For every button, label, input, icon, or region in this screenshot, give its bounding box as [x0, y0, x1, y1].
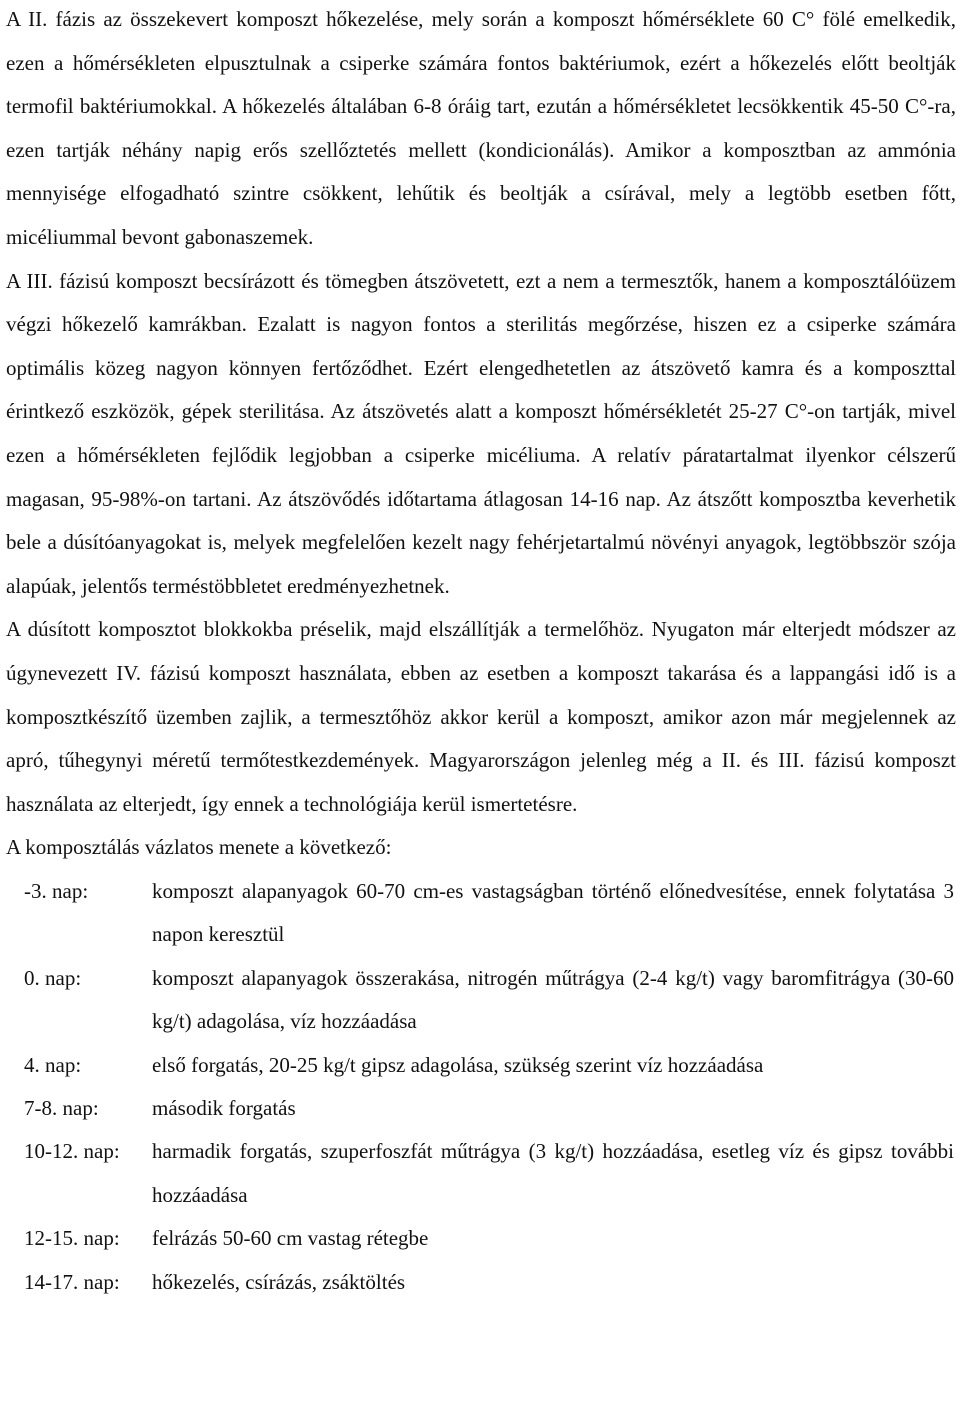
schedule-task: első forgatás, 20-25 kg/t gipsz adagolása, szükség szerint víz hozzáadása — [152, 1052, 764, 1077]
schedule-task: harmadik forgatás, szuperfoszfát műtrágya (3 kg/t) hozzáadása, esetleg víz és gipsz további hozzáadása — [152, 1139, 954, 1207]
schedule-day: 0. nap: — [24, 965, 82, 990]
paragraph-phase-four: A dúsított komposztot blokkokba préselik, majd elszállítják a termelőhöz. Nyugaton már elterjedt módszer az úgynevezett IV. fázisú komposzt használata, ebben az esetben a komposzt takarása és a lappangási idő is a komposztkészítő üzemben zajlik, a termesztőhöz akkor kerül a komposzt, amikor azon már megjelennek az apró, tűhegynyi méretű termőtestkezdemények. Magyarországon jelenleg még a II. és III. fázisú komposzt használata az elterjedt, így ennek a technológiája kerül ismertetésre. — [6, 617, 956, 816]
schedule-row — [6, 957, 956, 1044]
schedule-day: 7-8. nap: — [24, 1095, 99, 1120]
paragraph-phase-two: A II. fázis az összekevert komposzt hőkezelése, mely során a komposzt hőmérséklete 60 C° fölé emelkedik, ezen a hőmérsékleten elpusztulnak a csiperke számára fontos baktériumok, ezért a hőkezelés előtt beoltják termofil baktériumokkal. A hőkezelés általában 6-8 óráig tart, ezután a hőmérsékletet lecsökkentik 45-50 C°-ra, ezen tartják néhány napig erős szellőztetés mellett (kondicionálás). Amikor a komposztban az ammónia mennyisége elfogadható szintre csökkent, lehűtik és beoltják a csírával, mely a legtöbb esetben főtt, micéliummal bevont gabonaszemek. — [6, 7, 956, 249]
schedule-task: második forgatás — [152, 1095, 296, 1120]
schedule-task: komposzt alapanyagok 60-70 cm-es vastagságban történő előnedvesítése, ennek folytatása 3 napon keresztül — [152, 878, 954, 947]
document-page — [6, 0, 956, 1304]
schedule-row — [6, 1217, 956, 1260]
schedule-day: 12-15. nap: — [24, 1226, 120, 1251]
schedule-day: 4. nap: — [24, 1052, 82, 1077]
composting-schedule — [6, 870, 956, 1304]
schedule-row — [6, 870, 956, 957]
schedule-task: hőkezelés, csírázás, zsáktöltés — [152, 1269, 406, 1294]
schedule-task: komposzt alapanyagok összerakása, nitrogén műtrágya (2-4 kg/t) vagy baromfitrágya (30-60 kg/t) adagolása, víz hozzáadása — [152, 965, 954, 1034]
schedule-intro: A komposztálás vázlatos menete a következő: — [6, 835, 392, 860]
schedule-day: -3. nap: — [24, 878, 89, 903]
schedule-day: 10-12. nap: — [24, 1139, 120, 1164]
schedule-day: 14-17. nap: — [24, 1269, 120, 1294]
schedule-row — [6, 1130, 956, 1217]
schedule-row — [6, 1044, 956, 1087]
schedule-row — [6, 1261, 956, 1304]
schedule-row — [6, 1087, 956, 1130]
schedule-task: felrázás 50-60 cm vastag rétegbe — [152, 1226, 429, 1251]
paragraph-phase-three: A III. fázisú komposzt becsírázott és tömegben átszövetett, ezt a nem a termesztők, hanem a komposztálóüzem végzi hőkezelő kamrákban. Ezalatt is nagyon fontos a sterilitás megőrzése, hiszen ez a csiperke számára optimális közeg nagyon könnyen fertőződhet. Ezért elengedhetetlen az átszövető kamra és a komposzttal érintkező eszközök, gépek sterilitása. Az átszövetés alatt a komposzt hőmérsékletét 25-27 C°-on tartják, mivel ezen a hőmérsékleten fejlődik legjobban a csiperke micéliuma. A relatív páratartalmat ilyenkor célszerű magasan, 95-98%-on tartani. Az átszövődés időtartama átlagosan 14-16 nap. Az átszőtt komposztba keverhetik bele a dúsítóanyagokat is, melyek megfelelően kezelt nagy fehérjetartalmú növényi anyagok, legtöbbször szója alapúak, jelentős terméstöbbletet eredményezhetnek. — [6, 268, 956, 598]
